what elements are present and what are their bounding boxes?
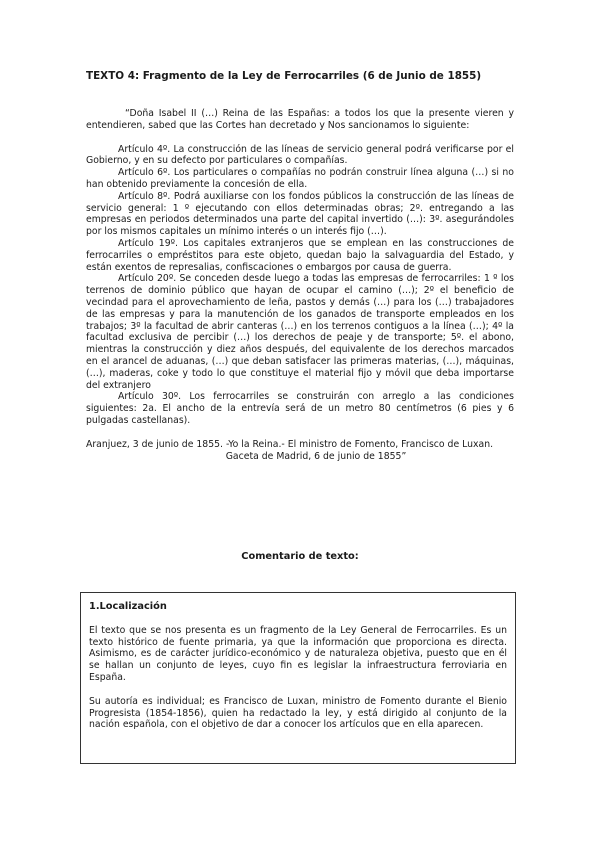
localizacion-title: 1.Localización [89,601,167,612]
localizacion-box [80,592,516,764]
article-6: Artículo 6º. Los particulares o compañías no podrán construir línea alguna (…) si no han obtenido previamente la concesión de ella. [86,167,514,190]
gaceta-source: Gaceta de Madrid, 6 de junio de 1855” [225,450,407,462]
law-text [86,108,514,462]
localizacion-paragraph-1: El texto que se nos presenta es un fragmento de la Ley General de Ferrocarriles. Es un texto histórico de fuente primaria, ya que la información que proporciona es directa. Asimismo, es de carácter jurídico-económico y de naturaleza objetiva, puesto que en él se hallan un conjunto de leyes, cuyo fin es legislar la infraestructura ferroviaria en España. [89,624,507,683]
law-intro: “Doña Isabel II (…) Reina de las Españas: a todos los que la presente vieren y entendieren, sabed que las Cortes han decretado y Nos sancionamos lo siguiente: [86,108,514,131]
document-title: TEXTO 4: Fragmento de la Ley de Ferrocarriles (6 de Junio de 1855) [86,70,482,82]
article-30: Artículo 30º. Los ferrocarriles se construirán con arreglo a las condiciones siguientes: 2a. El ancho de la entrevía será de un metro 80 centímetros (6 pies y 6 pulgadas castellanas). [86,391,514,426]
article-4: Artículo 4º. La construcción de las líneas de servicio general podrá verificarse por el Gobierno, y en su defecto por particulares o compañías. [86,143,514,167]
article-20: Artículo 20º. Se conceden desde luego a todas las empresas de ferrocarriles: 1 º los terrenos de dominio público que hayan de ocupar el camino (…); 2º el beneficio de vecindad para el aprovechamiento de leña, pastos y demás (…) para los (…) trabajadores de las empresas y para la manutención de los ganados de transporte empleados en los trabajos; 3º la facultad de abrir canteras (…) en los terrenos contiguos a la línea (…); 4º la facultad exclusiva de percibir (…) los derechos de peaje y de transporte; 5º. el abono, mientras la construcción y diez años después, del equivalente de los derechos marcados en el arancel de aduanas, (…) que deban satisfacer las primeras materias, (…), máquinas, (…), maderas, coke y todo lo que constituye el material fijo y móvil que deba importarse del extranjero [86,273,514,391]
localizacion-paragraph-2: Su autoría es individual; es Francisco de Luxan, ministro de Fomento durante el Bienio Progresista (1854-1856), quien ha redactado la ley, y está dirigido al conjunto de la nación española, con el objetivo de dar a conocer los artículos que en ella aparecen. [89,695,507,731]
article-19: Artículo 19º. Los capitales extranjeros que se emplean en las construcciones de ferrocarriles o empréstitos para este objeto, quedan bajo la salvaguardia del Estado, y están exentos de represalias, confiscaciones o embargos por causa de guerra. [86,237,514,273]
law-closing: Aranjuez, 3 de junio de 1855. -Yo la Reina.- El ministro de Fomento, Francisco de Luxan. [86,438,494,450]
article-8: Artículo 8º. Podrá auxiliarse con los fondos públicos la construcción de las líneas de servicio general: 1 º ejecutando con ellos determinadas obras; 2º. entregando a las empresas en periodos determinados una parte del capital invertido (…): 3º. asegurándoles por los mismos capitales un mínimo interés o un interés fijo (…). [86,190,514,238]
comment-heading: Comentario de texto: [241,551,359,562]
